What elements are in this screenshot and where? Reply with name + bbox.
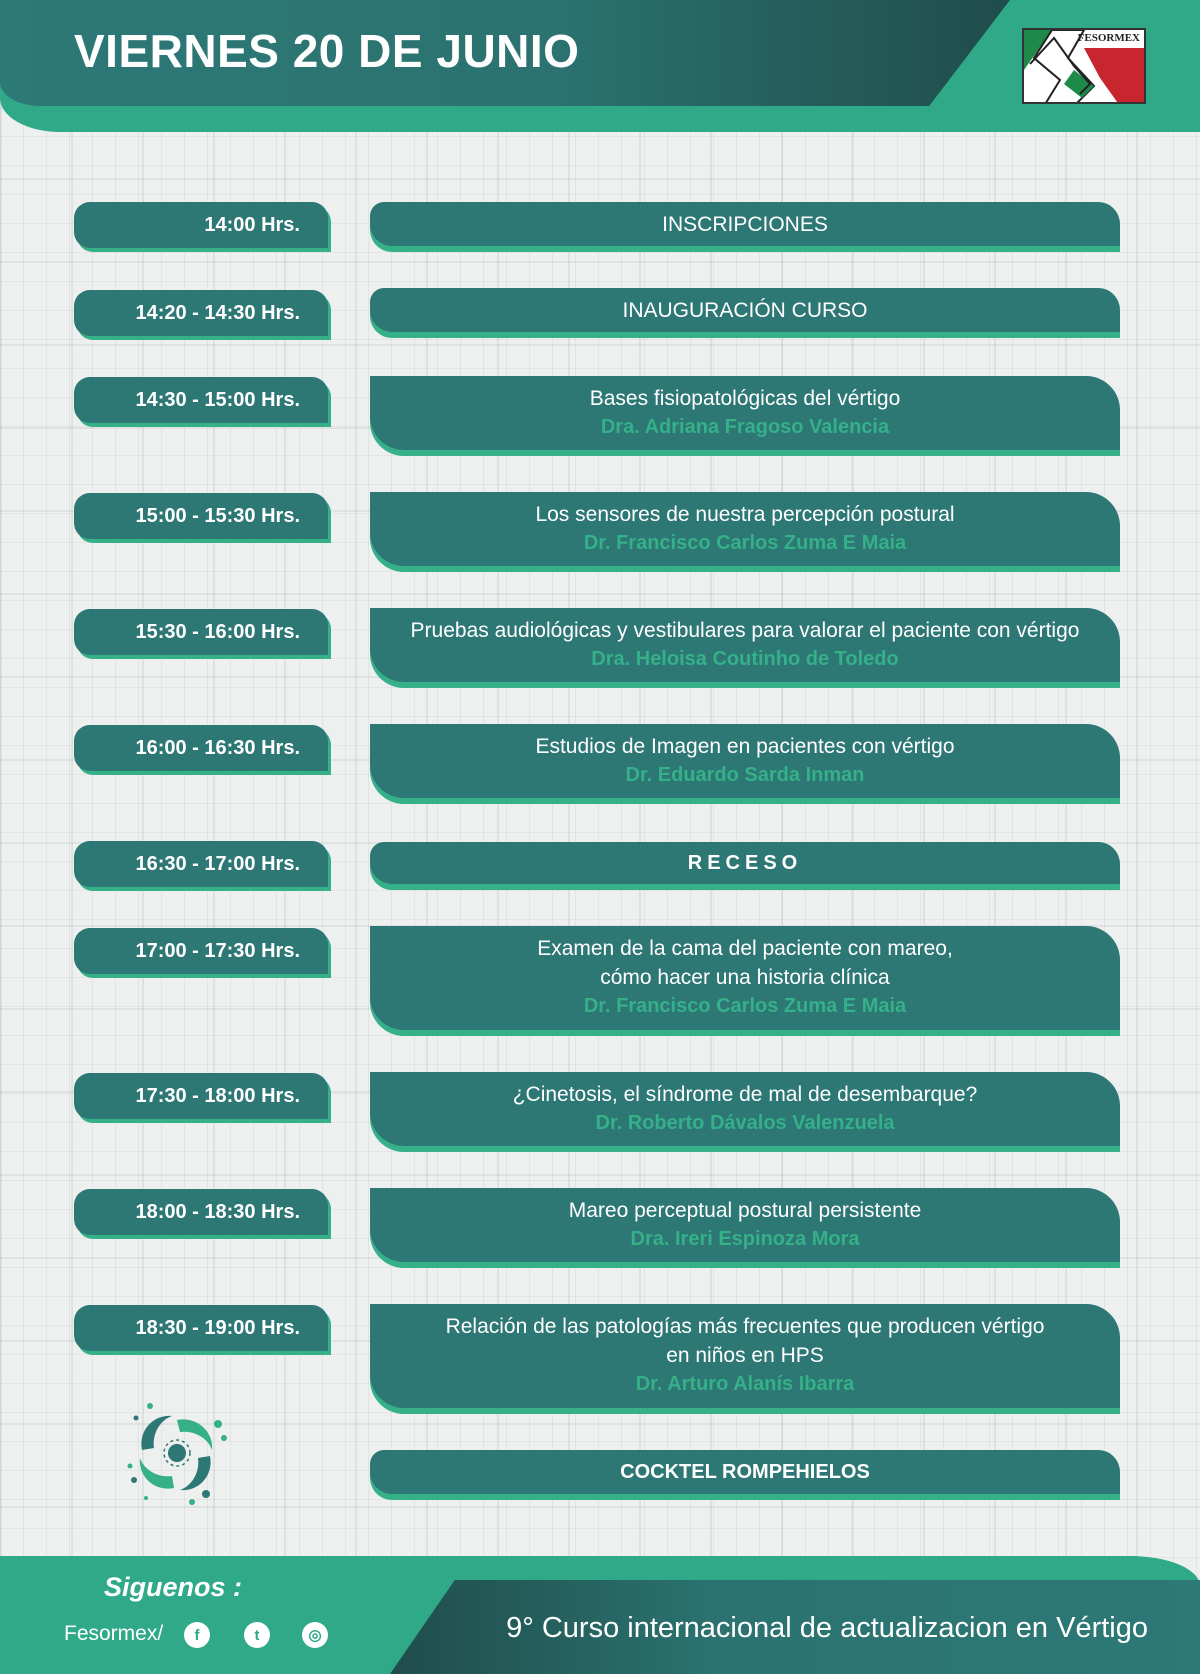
time-slot: 17:00 - 17:30 Hrs. <box>74 928 328 974</box>
course-name: 9° Curso internacional de actualizacion en Vértigo <box>506 1612 1148 1644</box>
header <box>0 0 1200 132</box>
event-title-line-1: Relación de las patologías más frecuentes que producen vértigo <box>445 1315 1045 1338</box>
event-speaker: Dr. Francisco Carlos Zuma E Maia <box>583 532 907 554</box>
event-inauguration <box>370 288 1120 332</box>
event-title: INAUGURACIÓN CURSO <box>622 298 868 322</box>
event-speaker: Dra. Heloisa Coutinho de Toledo <box>591 648 899 670</box>
event-speaker: Dr. Roberto Dávalos Valenzuela <box>595 1112 895 1134</box>
event-session <box>370 724 1120 798</box>
time-slot: 15:30 - 16:00 Hrs. <box>74 609 328 655</box>
time-slot: 16:00 - 16:30 Hrs. <box>74 725 328 771</box>
time-slot: 17:30 - 18:00 Hrs. <box>74 1073 328 1119</box>
spiral-logo-icon <box>122 1398 232 1508</box>
event-title: COCKTEL ROMPEHIELOS <box>620 1460 870 1483</box>
event-title: Pruebas audiológicas y vestibulares para valorar el paciente con vértigo <box>410 619 1080 642</box>
event-title: INSCRIPCIONES <box>662 212 828 236</box>
event-speaker: Dra. Adriana Fragoso Valencia <box>600 416 890 438</box>
event-session <box>370 926 1120 1030</box>
event-title: ¿Cinetosis, el síndrome de mal de desembarque? <box>512 1083 978 1106</box>
event-title-line-2: en niños en HPS <box>666 1344 824 1367</box>
instagram-icon[interactable]: ◎ <box>302 1622 328 1648</box>
time-slot: 14:20 - 14:30 Hrs. <box>74 290 328 336</box>
logo-text: FESORMEX <box>1077 32 1140 44</box>
event-session <box>370 1188 1120 1262</box>
time-slot: 15:00 - 15:30 Hrs. <box>74 493 328 539</box>
follow-label: Siguenos : <box>104 1572 243 1602</box>
event-registration <box>370 202 1120 246</box>
twitter-icon[interactable]: t <box>244 1622 270 1648</box>
event-speaker: Dr. Francisco Carlos Zuma E Maia <box>583 995 907 1017</box>
event-title: Mareo perceptual postural persistente <box>568 1199 922 1222</box>
event-session <box>370 1072 1120 1146</box>
event-speaker: Dr. Arturo Alanís Ibarra <box>635 1373 855 1395</box>
event-session <box>370 608 1120 682</box>
event-session <box>370 1304 1120 1408</box>
event-title: Bases fisiopatológicas del vértigo <box>589 387 901 410</box>
fesormex-logo <box>1022 28 1146 104</box>
page-title: VIERNES 20 DE JUNIO <box>74 25 580 77</box>
event-title-line-2: cómo hacer una historia clínica <box>600 966 890 989</box>
time-slot: 16:30 - 17:00 Hrs. <box>74 841 328 887</box>
event-title-line-1: Examen de la cama del paciente con mareo, <box>537 937 953 960</box>
event-title: Estudios de Imagen en pacientes con vértigo <box>535 735 955 758</box>
time-slot: 18:30 - 19:00 Hrs. <box>74 1305 328 1351</box>
event-title: Los sensores de nuestra percepción postural <box>535 503 955 526</box>
social-handle: Fesormex/ <box>64 1622 164 1645</box>
time-slot: 14:00 Hrs. <box>74 202 328 248</box>
facebook-icon[interactable]: f <box>184 1622 210 1648</box>
event-cocktail <box>370 1450 1120 1494</box>
event-speaker: Dra. Ireri Espinoza Mora <box>630 1228 860 1250</box>
event-speaker: Dr. Eduardo Sarda Inman <box>625 764 865 786</box>
time-slot: 14:30 - 15:00 Hrs. <box>74 377 328 423</box>
event-title: RECESO <box>687 851 803 874</box>
time-slot: 18:00 - 18:30 Hrs. <box>74 1189 328 1235</box>
event-break <box>370 842 1120 884</box>
event-session <box>370 492 1120 566</box>
event-session <box>370 376 1120 450</box>
